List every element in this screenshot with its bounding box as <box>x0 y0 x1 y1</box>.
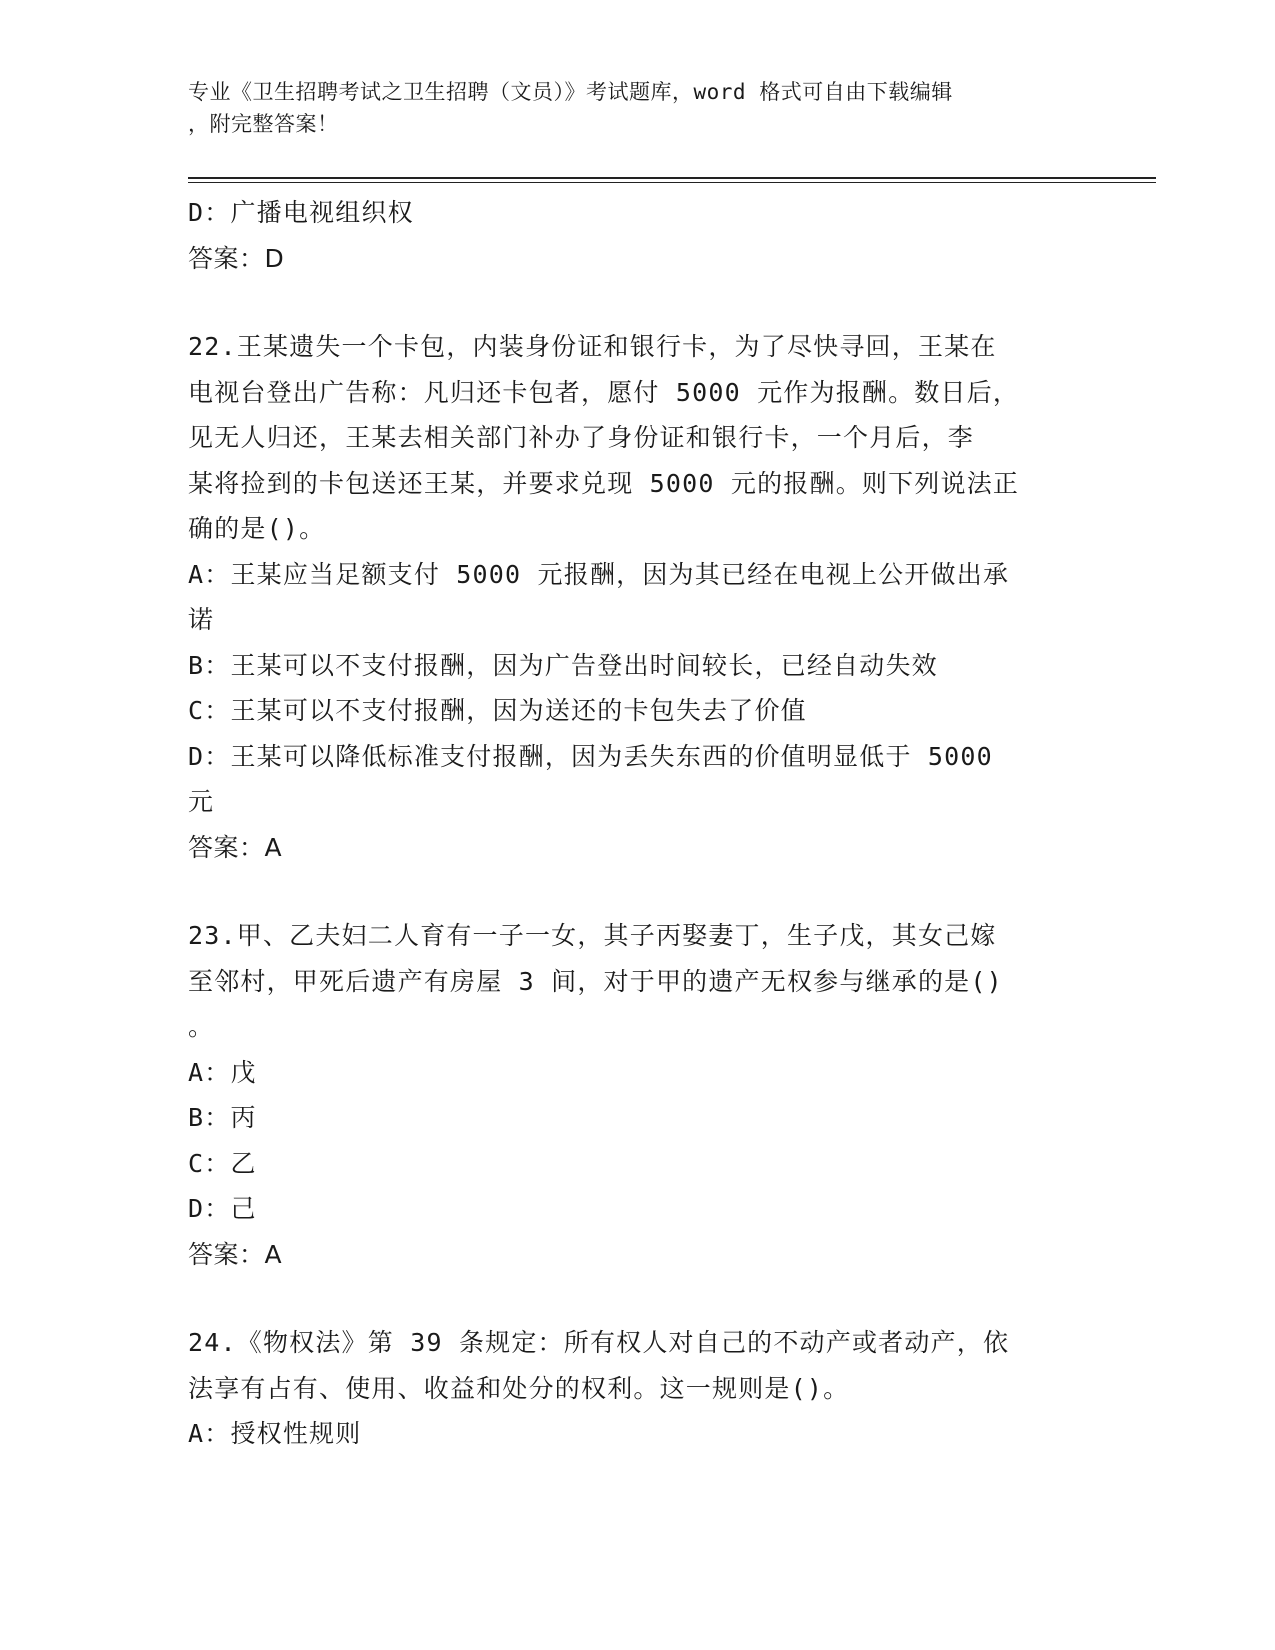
question-stem-line: 至邻村，甲死后遗产有房屋 3 间，对于甲的遗产无权参与继承的是() <box>188 966 1003 996</box>
answer-line: 答案：D <box>188 243 285 273</box>
question-stem-line: 23.甲、乙夫妇二人育有一子一女，其子丙娶妻丁，生子戊，其女己嫁 <box>188 921 997 950</box>
header-rule-thick <box>188 177 1156 179</box>
option-a: A：戊 <box>188 1057 257 1087</box>
previous-question <box>188 190 1068 281</box>
answer-line: 答案：A <box>188 1239 283 1269</box>
option-d: D：王某可以降低标准支付报酬，因为丢失东西的价值明显低于 5000 <box>188 741 993 771</box>
header-line-2: ，附完整答案！ <box>188 112 339 136</box>
question-stem-line: 见无人归还，王某去相关部门补办了身份证和银行卡，一个月后，李 <box>188 423 975 452</box>
question-stem-line: 电视台登出广告称：凡归还卡包者，愿付 5000 元作为报酬。数日后， <box>188 377 1020 407</box>
option-a: A：王某应当足额支付 5000 元报酬，因为其已经在电视上公开做出承 <box>188 559 1010 589</box>
question-stem-line: 法享有占有、使用、收益和处分的权利。这一规则是()。 <box>188 1373 850 1403</box>
question-stem-line: 。 <box>188 1012 215 1041</box>
option-d: D：广播电视组织权 <box>188 198 414 227</box>
question-stem-line: 确的是()。 <box>188 514 326 543</box>
question-stem-line: 24.《物权法》第 39 条规定：所有权人对自己的不动产或者动产，依 <box>188 1328 1010 1357</box>
header-line-1: 专业《卫生招聘考试之卫生招聘（文员）》考试题库，word 格式可自由下载编辑 <box>188 80 953 104</box>
option-d: D：己 <box>188 1194 257 1223</box>
question-stem-line: 22.王某遗失一个卡包，内装身份证和银行卡，为了尽快寻回，王某在 <box>188 332 997 361</box>
question-content <box>188 190 1068 1457</box>
question-23 <box>188 913 1068 1277</box>
option-d-continued: 元 <box>188 787 215 816</box>
option-a: A：授权性规则 <box>188 1419 362 1448</box>
option-a-continued: 诺 <box>188 605 215 634</box>
option-c: C：王某可以不支付报酬，因为送还的卡包失去了价值 <box>188 696 807 725</box>
question-24 <box>188 1320 1068 1457</box>
spacer <box>188 870 1068 913</box>
option-c: C：乙 <box>188 1148 257 1178</box>
question-stem-line: 某将捡到的卡包送还王某，并要求兑现 5000 元的报酬。则下列说法正 <box>188 468 1020 498</box>
header-rule-thin <box>188 182 1156 183</box>
option-b: B：王某可以不支付报酬，因为广告登出时间较长，已经自动失效 <box>188 650 938 680</box>
option-b: B：丙 <box>188 1103 257 1132</box>
answer-line: 答案：A <box>188 832 283 862</box>
question-22 <box>188 324 1068 870</box>
page-header <box>188 76 1068 140</box>
spacer <box>188 1277 1068 1320</box>
spacer <box>188 281 1068 324</box>
